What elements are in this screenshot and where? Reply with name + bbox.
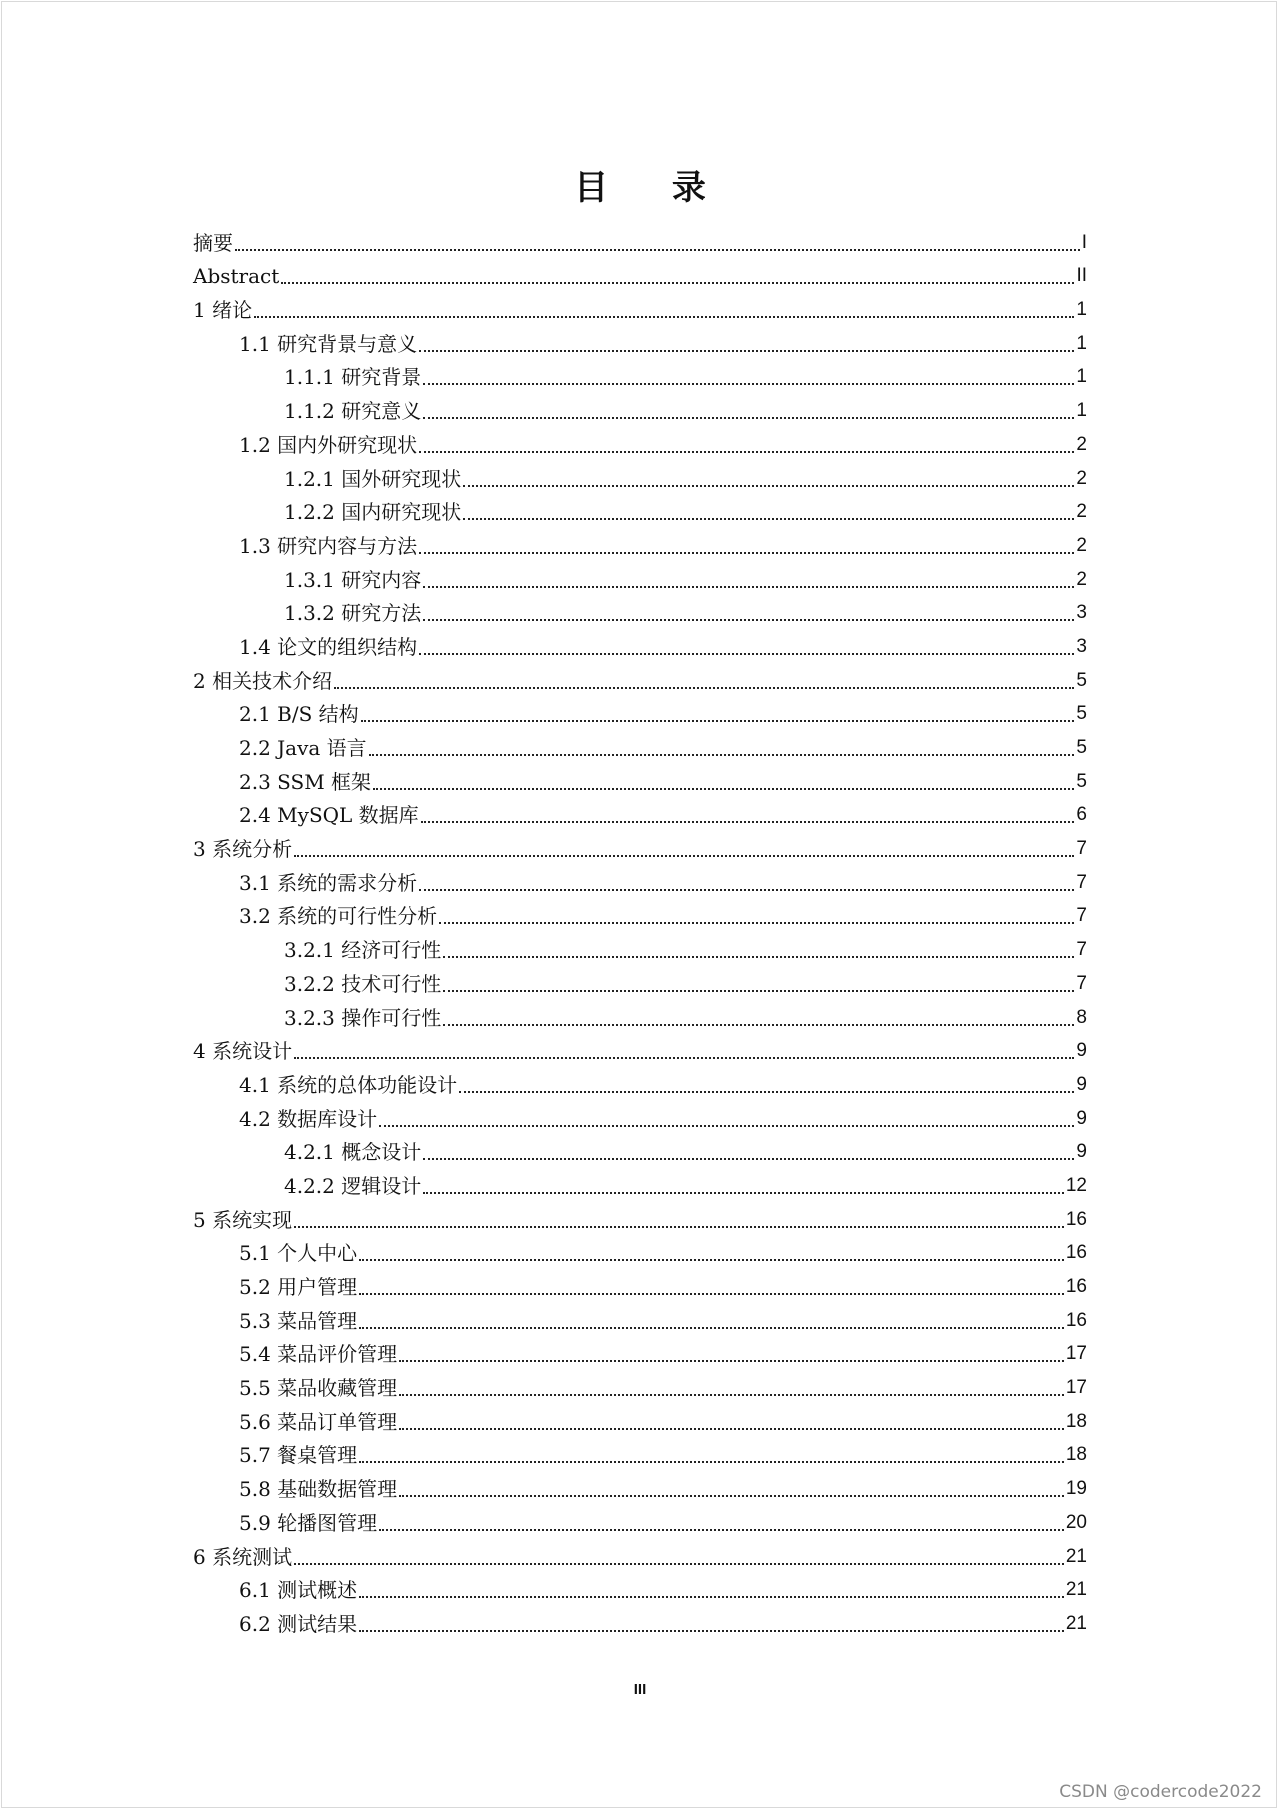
toc-entry-label: 4.2 数据库设计 bbox=[239, 1106, 378, 1131]
toc-dot-leader bbox=[423, 586, 1074, 588]
toc-dot-leader bbox=[294, 1563, 1064, 1565]
toc-dot-leader bbox=[419, 653, 1074, 655]
toc-entry-label: 摘要 bbox=[193, 230, 233, 255]
toc-entry[interactable] bbox=[193, 559, 1087, 593]
toc-entry-label: 3.1 系统的需求分析 bbox=[239, 870, 418, 895]
toc-dot-leader bbox=[463, 518, 1074, 520]
toc-entry-label: 1.4 论文的组织结构 bbox=[239, 634, 418, 659]
toc-entry[interactable] bbox=[193, 357, 1087, 391]
toc-entry-page: 7 bbox=[1076, 939, 1087, 961]
toc-entry-label: 1.2 国内外研究现状 bbox=[239, 432, 418, 457]
toc-dot-leader bbox=[373, 788, 1074, 790]
toc-entry-page: 5 bbox=[1076, 669, 1087, 691]
toc-entry[interactable] bbox=[193, 492, 1087, 526]
toc-dot-leader bbox=[421, 821, 1075, 823]
toc-dot-leader bbox=[359, 1630, 1064, 1632]
toc-dot-leader bbox=[294, 1057, 1074, 1059]
toc-entry-page: 9 bbox=[1076, 1040, 1087, 1062]
toc-dot-leader bbox=[419, 889, 1074, 891]
toc-dot-leader bbox=[359, 1461, 1064, 1463]
toc-entry-page: 1 bbox=[1076, 299, 1087, 321]
toc-entry-page: 19 bbox=[1065, 1478, 1087, 1500]
toc-entry-label: 5.5 菜品收藏管理 bbox=[239, 1376, 398, 1401]
toc-entry-page: 7 bbox=[1076, 905, 1087, 927]
toc-entry-label: 2.1 B/S 结构 bbox=[239, 702, 359, 727]
toc-dot-leader bbox=[399, 1428, 1064, 1430]
toc-dot-leader bbox=[419, 451, 1074, 453]
toc-dot-leader bbox=[419, 350, 1074, 352]
toc-dot-leader bbox=[359, 1596, 1064, 1598]
toc-entry-page: 9 bbox=[1076, 1141, 1087, 1163]
toc-entry-label: 1.2.2 国内研究现状 bbox=[284, 500, 462, 525]
toc-dot-leader bbox=[361, 720, 1075, 722]
toc-entry-label: 5.8 基础数据管理 bbox=[239, 1477, 398, 1502]
toc-entry[interactable] bbox=[193, 1468, 1087, 1502]
toc-entry[interactable] bbox=[193, 525, 1087, 559]
toc-entry-page: 8 bbox=[1076, 1006, 1087, 1028]
toc-entry[interactable] bbox=[193, 761, 1087, 795]
toc-entry[interactable] bbox=[193, 1165, 1087, 1199]
toc-entry[interactable] bbox=[193, 289, 1087, 323]
toc-entry-page: 16 bbox=[1065, 1242, 1087, 1264]
toc-entry-page: 21 bbox=[1065, 1545, 1087, 1567]
toc-entry-page: 6 bbox=[1076, 804, 1087, 826]
toc-entry-label: 5.7 餐桌管理 bbox=[239, 1443, 358, 1468]
toc-entry-label: 3.2.2 技术可行性 bbox=[284, 971, 442, 996]
toc-entry-label: 6.2 测试结果 bbox=[239, 1611, 358, 1636]
toc-entry[interactable] bbox=[193, 929, 1087, 963]
toc-dot-leader bbox=[443, 956, 1074, 958]
watermark: CSDN @codercode2022 bbox=[1059, 1782, 1262, 1802]
toc-dot-leader bbox=[369, 754, 1075, 756]
toc-entry-label: 6.1 测试概述 bbox=[239, 1578, 358, 1603]
toc-entry[interactable] bbox=[193, 1064, 1087, 1098]
toc-entry-page: 3 bbox=[1076, 635, 1087, 657]
toc-dot-leader bbox=[443, 1024, 1074, 1026]
toc-entry-label: 5.1 个人中心 bbox=[239, 1241, 358, 1266]
toc-entry-label: 3 系统分析 bbox=[193, 837, 293, 862]
toc-entry-page: 2 bbox=[1076, 534, 1087, 556]
toc-entry-page: 16 bbox=[1065, 1309, 1087, 1331]
toc-entry[interactable] bbox=[193, 1132, 1087, 1166]
toc-dot-leader bbox=[443, 990, 1074, 992]
toc-entry-label: 4.1 系统的总体功能设计 bbox=[239, 1072, 458, 1097]
toc-entry-page: 12 bbox=[1065, 1174, 1087, 1196]
toc-entry-label: 5.2 用户管理 bbox=[239, 1275, 358, 1299]
toc-dot-leader bbox=[459, 1091, 1074, 1093]
table-of-contents bbox=[193, 222, 1087, 1637]
toc-entry-page: 16 bbox=[1065, 1208, 1087, 1230]
toc-entry-page: 7 bbox=[1076, 972, 1087, 994]
toc-dot-leader bbox=[439, 922, 1074, 924]
toc-entry-page: 5 bbox=[1076, 770, 1087, 792]
toc-entry[interactable] bbox=[193, 963, 1087, 997]
toc-entry[interactable] bbox=[193, 1300, 1087, 1334]
toc-dot-leader bbox=[334, 687, 1074, 689]
toc-entry-page: 2 bbox=[1076, 501, 1087, 523]
toc-dot-leader bbox=[423, 417, 1074, 419]
toc-entry-page: 5 bbox=[1076, 703, 1087, 725]
toc-dot-leader bbox=[254, 316, 1074, 318]
toc-dot-leader bbox=[423, 383, 1074, 385]
toc-entry[interactable] bbox=[193, 1334, 1087, 1368]
toc-dot-leader bbox=[423, 1158, 1074, 1160]
toc-dot-leader bbox=[399, 1360, 1064, 1362]
toc-entry-label: 5.6 菜品订单管理 bbox=[239, 1409, 398, 1434]
toc-entry[interactable] bbox=[193, 1367, 1087, 1401]
toc-entry-page: 9 bbox=[1076, 1073, 1087, 1095]
toc-entry[interactable] bbox=[193, 828, 1087, 862]
toc-entry-page: 1 bbox=[1076, 332, 1087, 354]
toc-entry[interactable] bbox=[193, 862, 1087, 896]
toc-entry-label: 5.9 轮播图管理 bbox=[239, 1510, 378, 1535]
toc-entry-label: 5 系统实现 bbox=[193, 1207, 293, 1232]
toc-entry-label: 1.2.1 国外研究现状 bbox=[284, 466, 462, 491]
toc-entry-label: 2.4 MySQL 数据库 bbox=[239, 803, 419, 828]
toc-dot-leader bbox=[294, 1226, 1064, 1228]
toc-dot-leader bbox=[463, 485, 1074, 487]
toc-entry-page: 5 bbox=[1076, 737, 1087, 758]
toc-entry-label: 1 绪论 bbox=[193, 298, 253, 323]
toc-entry[interactable] bbox=[193, 323, 1087, 357]
toc-entry-label: 1.3.2 研究方法 bbox=[284, 601, 422, 626]
toc-dot-leader bbox=[399, 1495, 1064, 1497]
toc-entry-label: 2.2 Java 语言 bbox=[239, 736, 367, 760]
toc-entry-label: 3.2.1 经济可行性 bbox=[284, 938, 442, 963]
toc-entry-page: 2 bbox=[1076, 568, 1087, 590]
toc-entry-label: 3.2 系统的可行性分析 bbox=[239, 904, 438, 929]
toc-entry-page: 20 bbox=[1065, 1511, 1087, 1533]
toc-entry[interactable] bbox=[193, 896, 1087, 930]
toc-entry-page: 21 bbox=[1065, 1612, 1087, 1634]
toc-entry[interactable] bbox=[193, 626, 1087, 660]
toc-entry-label: 5.3 菜品管理 bbox=[239, 1308, 358, 1333]
toc-entry-page: I bbox=[1081, 231, 1087, 253]
toc-entry[interactable] bbox=[193, 795, 1087, 829]
toc-entry-page: 3 bbox=[1076, 602, 1087, 624]
toc-entry-page: 17 bbox=[1065, 1343, 1087, 1365]
toc-entry[interactable] bbox=[193, 1502, 1087, 1536]
toc-entry-page: 2 bbox=[1076, 467, 1087, 489]
toc-entry[interactable] bbox=[193, 1435, 1087, 1469]
toc-entry-label: 1.3 研究内容与方法 bbox=[239, 533, 418, 558]
toc-dot-leader bbox=[379, 1529, 1064, 1531]
toc-entry-label: 4.2.2 逻辑设计 bbox=[284, 1173, 422, 1198]
toc-entry[interactable] bbox=[193, 593, 1087, 627]
toc-entry-label: 4.2.1 概念设计 bbox=[284, 1140, 422, 1165]
toc-entry-label: Abstract bbox=[193, 264, 280, 289]
toc-dot-leader bbox=[419, 552, 1074, 554]
toc-entry-label: 1.3.1 研究内容 bbox=[284, 567, 422, 592]
toc-entry[interactable] bbox=[193, 1401, 1087, 1435]
toc-entry-page: 7 bbox=[1076, 838, 1087, 860]
toc-entry[interactable] bbox=[193, 660, 1087, 694]
toc-entry[interactable] bbox=[193, 727, 1087, 761]
toc-entry-label: 1.1.2 研究意义 bbox=[284, 399, 422, 424]
toc-entry[interactable] bbox=[193, 390, 1087, 424]
toc-entry-page: 18 bbox=[1065, 1410, 1087, 1432]
toc-entry-label: 2.3 SSM 框架 bbox=[239, 769, 372, 794]
toc-entry-page: 1 bbox=[1076, 400, 1087, 422]
toc-entry[interactable] bbox=[193, 1536, 1087, 1570]
toc-dot-leader bbox=[359, 1327, 1064, 1329]
toc-entry[interactable] bbox=[193, 997, 1087, 1031]
toc-entry-label: 1.1 研究背景与意义 bbox=[239, 331, 418, 356]
toc-entry[interactable] bbox=[193, 1266, 1087, 1300]
toc-dot-leader bbox=[423, 1192, 1064, 1194]
toc-dot-leader bbox=[423, 619, 1074, 621]
toc-entry-page: 21 bbox=[1065, 1579, 1087, 1601]
toc-dot-leader bbox=[235, 249, 1080, 251]
toc-dot-leader bbox=[379, 1125, 1074, 1127]
toc-entry-page: 18 bbox=[1065, 1444, 1087, 1466]
toc-dot-leader bbox=[281, 282, 1074, 284]
toc-entry[interactable] bbox=[193, 222, 1087, 256]
toc-dot-leader bbox=[294, 855, 1074, 857]
toc-entry[interactable] bbox=[193, 424, 1087, 458]
toc-entry[interactable] bbox=[193, 1233, 1087, 1267]
toc-entry-label: 6 系统测试 bbox=[193, 1544, 293, 1569]
toc-dot-leader bbox=[359, 1293, 1064, 1295]
toc-entry-page: II bbox=[1076, 265, 1087, 287]
toc-entry[interactable] bbox=[193, 1570, 1087, 1604]
toc-entry-page: 1 bbox=[1076, 366, 1087, 388]
toc-entry[interactable] bbox=[193, 256, 1087, 290]
toc-dot-leader bbox=[359, 1259, 1064, 1261]
toc-entry-page: 7 bbox=[1076, 871, 1087, 893]
toc-title: 目 录 bbox=[574, 168, 732, 208]
toc-entry-label: 3.2.3 操作可行性 bbox=[284, 1005, 442, 1030]
page-number: III bbox=[633, 1681, 647, 1698]
toc-entry-page: 17 bbox=[1065, 1377, 1087, 1399]
toc-dot-leader bbox=[399, 1394, 1064, 1396]
toc-entry-label: 5.4 菜品评价管理 bbox=[239, 1342, 398, 1367]
toc-entry-label: 4 系统设计 bbox=[193, 1039, 293, 1064]
toc-entry[interactable] bbox=[193, 1199, 1087, 1233]
toc-entry[interactable] bbox=[193, 458, 1087, 492]
toc-entry[interactable] bbox=[193, 1031, 1087, 1065]
toc-entry-label: 1.1.1 研究背景 bbox=[284, 365, 422, 390]
toc-entry-label: 2 相关技术介绍 bbox=[193, 668, 333, 693]
toc-entry[interactable] bbox=[193, 1098, 1087, 1132]
toc-entry[interactable] bbox=[193, 694, 1087, 728]
toc-entry-page: 9 bbox=[1076, 1107, 1087, 1129]
toc-entry-page: 2 bbox=[1076, 433, 1087, 455]
toc-entry[interactable] bbox=[193, 1603, 1087, 1637]
toc-entry-page: 16 bbox=[1065, 1276, 1087, 1297]
